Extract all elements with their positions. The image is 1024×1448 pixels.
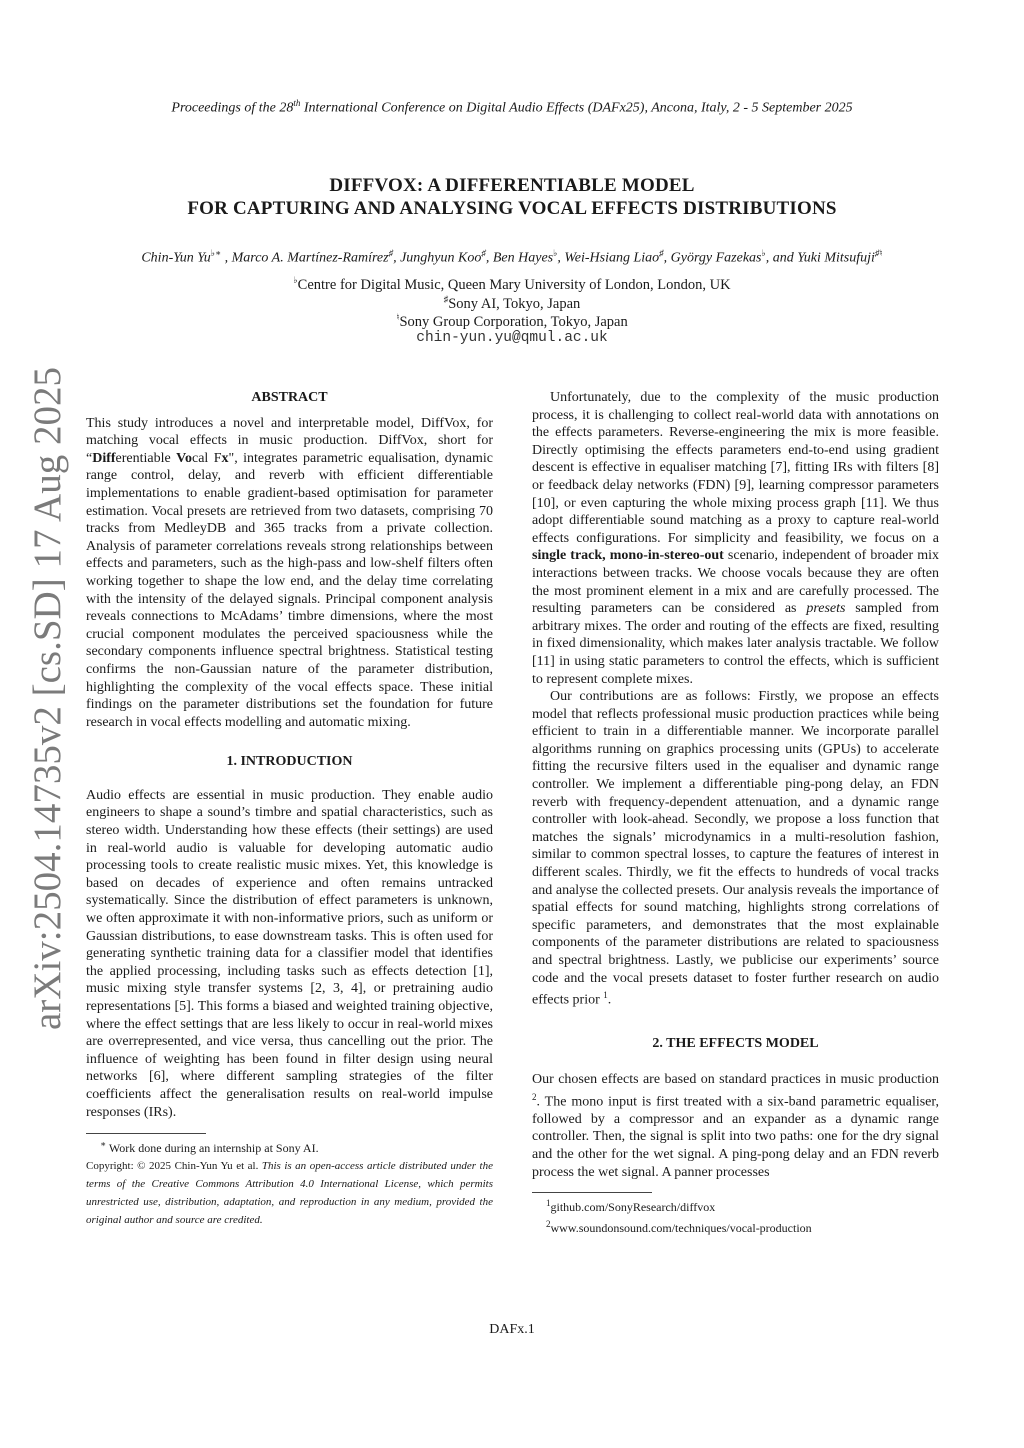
footnote-ref-1[interactable]: 1 xyxy=(603,990,608,1001)
affiliation-qmul: ♭Centre for Digital Music, Queen Mary University of London, London, UK xyxy=(293,275,731,293)
right-column xyxy=(532,389,939,1237)
effects-model-heading: 2. THE EFFECTS MODEL xyxy=(652,1036,819,1052)
abstract-heading: ABSTRACT xyxy=(251,390,328,405)
footnote-2: $^2$www.soundonsound.com/techniques/vocal-production xyxy=(546,1219,812,1236)
motivation-paragraph: Unfortunately, due to the complexity of the music production process, it is challenging to collect real-world data with annotations on the effects parameters. Reverse-engineering the mix is more feasible. Directly optimising the effects parameters end-to-end using gradient descent is effective in equaliser matching [7], fitting IRs with filters [8] or feedback delay networks (FDN) [9], learning compressor parameters [10], or even capturing the whole mixing process graph [11]. We thus adopt differentiable sound matching as a proxy to capture real-world effects configurations. For simplicity and feasibility, we focus on a single track, mono-in-stereo-out scenario, independent of broader mix interactions between tracks. We choose vocals because they are often the most prominent element in a mix and are carefully processed. The resulting parameters can be considered as presets sampled from arbitrary mixes. The order and routing of the effects are fixed, resulting in fixed dimensionality, which makes later analysis tractable. We follow [11] in using static parameters to control the effects, which is sufficient to represent complete mixes. xyxy=(532,390,939,687)
affiliation-sony-group: ♮Sony Group Corporation, Tokyo, Japan xyxy=(396,312,628,330)
affiliation-sony-ai: ♯Sony AI, Tokyo, Japan xyxy=(443,294,581,312)
contact-email[interactable]: chin-yun.yu@qmul.ac.uk xyxy=(416,330,608,346)
effects-model-paragraph: Our chosen effects are based on standard practices in music production $^2$. The mono input is first treated with a six-band parametric equaliser, followed by a compressor and an expander as a dynamic range controller. Then, the signal is split into two paths: one for the dry signal and the other for the wet signal. A ping-pong delay and an FDN reverb process the wet signal. A panner processes xyxy=(532,1072,939,1180)
footnote-rule-left xyxy=(86,1133,206,1134)
page-footer: DAFx.1 xyxy=(489,1322,535,1337)
abstract-text: This study introduces a novel and interpretable model, DiffVox, for matching vocal effects in music production. DiffVox, short for “Differentiable Vocal Fx", integrates parametric equalisation, dynamic range control, delay, and reverb with efficient differentiable implementations to enable gradient-based optimisation for parameter estimation. Vocal presets are retrieved from two datasets, comprising 70 tracks from MedleyDB and 365 tracks from a private collection. Analysis of parameter correlations reveals strong relationships between effects and parameters, such as the high-pass and low-shelf filters often working together to shape the low end, and the delay time correlating with the intensity of the delayed signals. Principal component analysis reveals connections to McAdams’ timbre dimensions, where the most crucial component modulates the perceived spaciousness while the secondary components influence spectral brightness. Statistical testing confirms the non-Gaussian nature of the parameter distribution, highlighting the complexity of the vocal effects space. These initial findings on the parameter distributions set the foundation for future research in vocal effects modelling and automatic mixing. xyxy=(86,415,494,730)
author-list: Chin-Yun Yu♭∗ , Marco A. Martínez-Ramírez♯, Junghyun Koo♯, Ben Hayes♭, Wei-Hsiang Liao♯, György Fazekas♭, and Yuki Mitsufuji♯♮ xyxy=(141,248,883,266)
footnote-rule-right xyxy=(532,1192,652,1193)
introduction-paragraph: Audio effects are essential in music production. They enable audio engineers to shape a sound’s timbre and spatial characteristics, such as stereo width. Understanding how these effects (their settings) are used in real-world audio is valuable for developing automatic audio processing tools to create realistic music mixes. Yet, this knowledge is based on decades of experience and often remains untracked systematically. Since the distribution of effect parameters is unknown, we often approximate it with non-informative priors, such as uniform or Gaussian distributions, to ease downstream tasks. This is often used for generating synthetic training data for a classifier model that identifies the applied processing, including tasks such as effects detection [1], music mixing style transfer systems [2, 3, 4], or pretraining audio representations [5]. This forms a biased and weighted training objective, where the effect settings that are less likely to occur in real-world mixes are overrepresented, and vice versa, thus cancelling out the prior. The influence of weighting has been found in filter design using neural networks [6], where different sampling strategies of the filter coefficients affect the generalisation results on real-world impulse responses (IRs). xyxy=(86,787,493,1120)
footnote-internship: ∗ Work done during an internship at Sony AI. xyxy=(100,1139,319,1156)
footnote-1: $^1$github.com/SonyResearch/diffvox xyxy=(546,1198,716,1215)
copyright-notice: Copyright: © 2025 Chin-Yun Yu et al. This is an open-access article distributed under the terms of the Creative Commons Attribution 4.0 International License, which permits unrestricted use, distribution, adaptation, and reproduction in any medium, provided the original author and source are credited. xyxy=(86,1160,493,1227)
proceedings-header: Proceedings of the 28th International Conference on Digital Audio Effects (DAFx25), Ancona, Italy, 2 - 5 September 2025 xyxy=(171,98,853,116)
paper-title xyxy=(0,174,1024,220)
introduction-heading: 1. INTRODUCTION xyxy=(226,754,353,770)
arxiv-watermark: arXiv:2504.14735v2 [cs.SD] 17 Aug 2025 xyxy=(26,367,69,1030)
left-column xyxy=(86,389,493,1229)
title-line-2: FOR CAPTURING AND ANALYSING VOCAL EFFECTS DISTRIBUTIONS xyxy=(187,198,837,219)
footnote-ref-2[interactable]: 2 xyxy=(532,1091,537,1102)
contributions-paragraph: Our contributions are as follows: Firstly, we propose an effects model that reflects professional music production practices while being efficient to train in a differentiable manner. We incorporate parallel algorithms running on graphics processing units (GPUs) to accelerate fitting the recursive filters used in the equaliser and dynamic range controller. We implement a differentiable ping-pong delay, an FDN reverb with frequency-dependent attenuation, and a dynamic range controller with look-ahead. Secondly, we propose a loss function that matches the signals’ microdynamics in a multi-resolution fashion, similar to common spectral losses, to capture the features of interest in different scales. Thirdly, we fit the effects to hundreds of vocal tracks and analyse the collected presets. Our analysis reveals the importance of spatial effects for sound matching, highlights strong correlations of specific parameters, and demonstrates that the most explainable components of the parameter distributions are related to spaciousness and spectral brightness. Lastly, we publicise our experiments’ source code and the vocal presets dataset to foster further research on audio effects prior $^1$. xyxy=(532,689,939,1008)
title-line-1: DIFFVOX: A DIFFERENTIABLE MODEL xyxy=(329,175,695,196)
